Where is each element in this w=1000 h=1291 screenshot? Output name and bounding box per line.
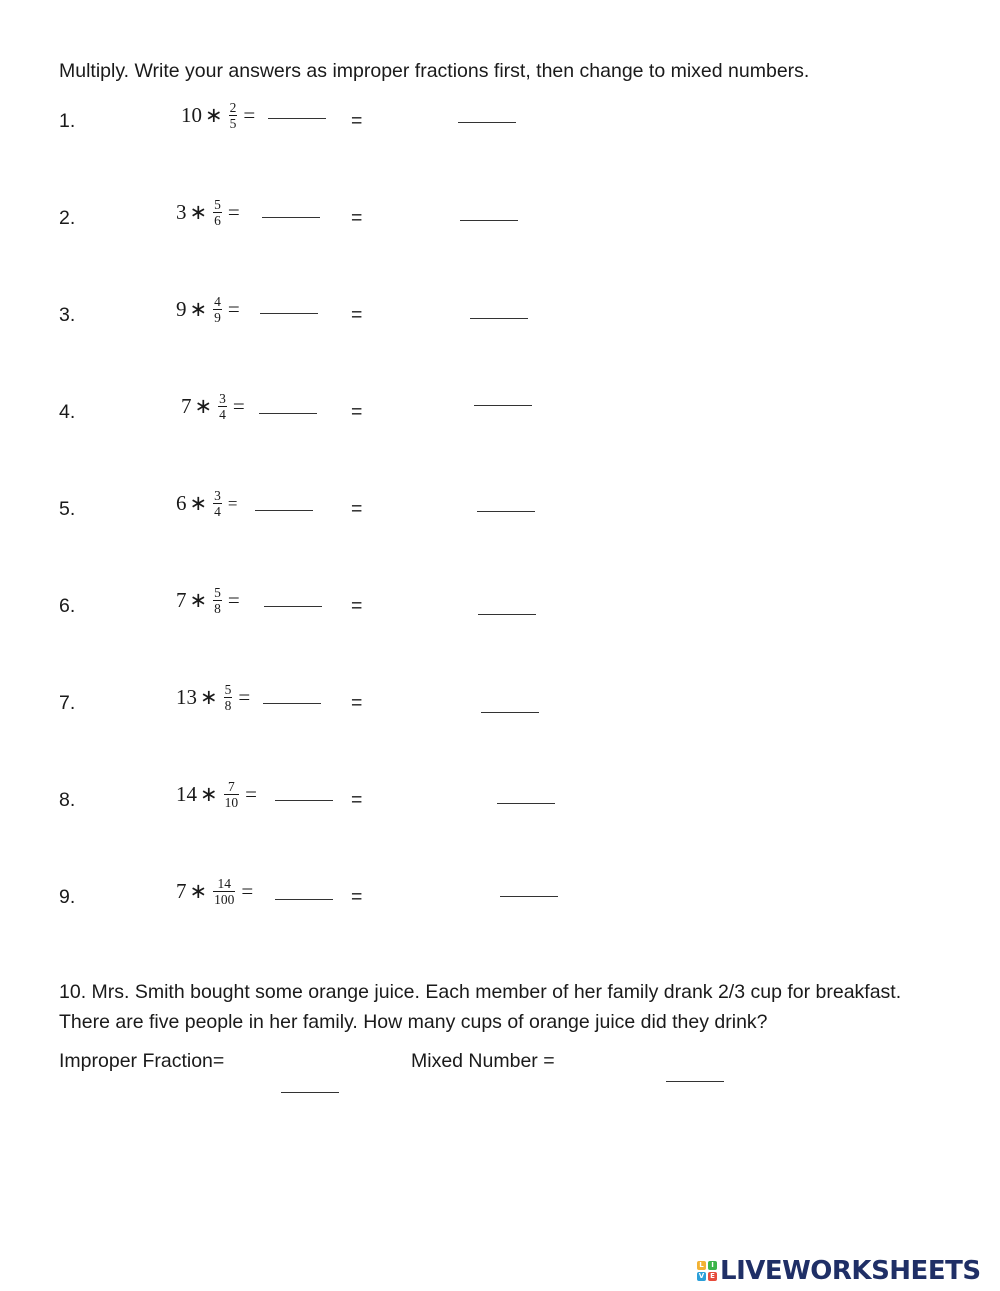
multiply-sign: ∗ [200, 782, 218, 806]
problem-number: 7. [59, 692, 76, 714]
denominator: 4 [219, 407, 226, 422]
equals-sign: = [232, 394, 245, 418]
improper-answer-blank[interactable] [275, 899, 333, 900]
mixed-answer-blank[interactable] [481, 712, 539, 713]
denominator: 10 [224, 795, 239, 810]
improper-answer-blank[interactable] [255, 510, 313, 511]
denominator: 6 [214, 213, 221, 228]
problem-number: 3. [59, 304, 76, 326]
mixed-answer-blank[interactable] [460, 220, 518, 221]
equals-sign: = [351, 207, 363, 229]
numerator: 5 [214, 585, 221, 600]
problem-number: 9. [59, 886, 76, 908]
equals-sign: = [243, 103, 256, 127]
mixed-answer-blank[interactable] [500, 896, 558, 897]
logo-letter: I [708, 1261, 717, 1270]
equals-sign: = [351, 401, 363, 423]
mixed-answer-blank[interactable] [478, 614, 536, 615]
whole-number: 7 [181, 394, 192, 418]
expression [176, 488, 240, 519]
expression [181, 391, 248, 422]
fraction [213, 294, 222, 325]
equals-sign: = [227, 588, 240, 612]
mixed-number-label: Mixed Number = [411, 1050, 555, 1072]
logo-letter: E [708, 1272, 717, 1281]
numerator: 7 [227, 779, 235, 794]
mixed-answer-blank[interactable] [458, 122, 516, 123]
equals-sign: = [351, 789, 363, 811]
denominator: 8 [224, 698, 232, 713]
multiply-sign: ∗ [189, 297, 208, 321]
multiply-sign: ∗ [194, 394, 213, 418]
denominator: 5 [229, 116, 237, 131]
numerator: 14 [217, 876, 231, 891]
multiply-sign: ∗ [189, 200, 208, 224]
mixed-answer-blank[interactable] [497, 803, 555, 804]
whole-number: 3 [176, 200, 187, 224]
equals-sign: = [351, 498, 363, 520]
whole-number: 9 [176, 297, 187, 321]
denominator: 4 [214, 504, 221, 519]
problem-number: 6. [59, 595, 76, 617]
denominator: 9 [214, 310, 221, 325]
denominator: 8 [214, 601, 221, 616]
problem-number: 8. [59, 789, 76, 811]
fraction [213, 876, 235, 907]
whole-number: 13 [176, 685, 197, 709]
multiply-sign: ∗ [200, 685, 218, 709]
expression [176, 585, 243, 616]
numerator: 4 [214, 294, 221, 309]
whole-number: 7 [176, 588, 187, 612]
fraction [224, 682, 233, 713]
liveworksheets-logo [697, 1256, 981, 1286]
whole-number: 14 [176, 782, 197, 806]
logo-icon [697, 1261, 717, 1281]
word-problem: 10. Mrs. Smith bought some orange juice. Each member of her family drank 2/3 cup for breakfast. There are five people in her family. How many cups of orange juice did they drink? [59, 981, 902, 1033]
numerator: 3 [214, 488, 221, 503]
expression [176, 682, 253, 713]
numerator: 3 [219, 391, 226, 406]
numerator: 5 [214, 197, 221, 212]
equals-sign: = [227, 493, 238, 513]
problem-number: 4. [59, 401, 76, 423]
equals-sign: = [245, 782, 257, 806]
fraction [213, 585, 222, 616]
logo-letter: L [697, 1261, 706, 1270]
numerator: 5 [224, 682, 232, 697]
problem-number: 1. [59, 110, 76, 132]
mixed-answer-blank[interactable] [474, 405, 532, 406]
problem-number: 2. [59, 207, 76, 229]
equals-sign: = [241, 879, 254, 903]
equals-sign: = [238, 685, 251, 709]
whole-number: 6 [176, 491, 187, 515]
improper-answer-blank[interactable] [262, 217, 320, 218]
multiply-sign: ∗ [205, 103, 223, 127]
equals-sign: = [351, 595, 363, 617]
fraction [224, 779, 240, 810]
improper-answer-blank[interactable] [275, 800, 333, 801]
numerator: 2 [229, 100, 237, 115]
mixed-answer-blank[interactable] [470, 318, 528, 319]
expression [176, 779, 260, 810]
logo-text: LIVEWORKSHEETS [720, 1256, 981, 1286]
problem-number: 5. [59, 498, 76, 520]
improper-fraction-label: Improper Fraction= [59, 1050, 225, 1072]
equals-sign: = [227, 200, 240, 224]
multiply-sign: ∗ [189, 588, 208, 612]
whole-number: 10 [181, 103, 202, 127]
denominator: 100 [214, 892, 235, 907]
improper-answer-blank[interactable] [263, 703, 321, 704]
logo-letter: V [698, 1272, 705, 1280]
expression [181, 100, 258, 131]
fraction [213, 197, 222, 228]
equals-sign: = [351, 692, 363, 714]
equals-sign: = [351, 304, 363, 326]
mixed-answer-blank[interactable] [666, 1081, 724, 1082]
fraction [229, 100, 238, 131]
improper-answer-blank[interactable] [260, 313, 318, 314]
multiply-sign: ∗ [189, 879, 208, 903]
multiply-sign: ∗ [189, 491, 208, 515]
equals-sign: = [351, 886, 363, 908]
improper-answer-blank[interactable] [264, 606, 322, 607]
expression [176, 197, 243, 228]
equals-sign: = [351, 110, 363, 132]
expression [176, 876, 256, 907]
instructions: Multiply. Write your answers as improper fractions first, then change to mixed numbers. [59, 60, 810, 82]
equals-sign: = [227, 297, 240, 321]
improper-answer-blank[interactable] [259, 413, 317, 414]
improper-answer-blank[interactable] [268, 118, 326, 119]
fraction [213, 488, 222, 519]
improper-answer-blank[interactable] [281, 1092, 339, 1093]
mixed-answer-blank[interactable] [477, 511, 535, 512]
whole-number: 7 [176, 879, 187, 903]
fraction [218, 391, 227, 422]
expression [176, 294, 243, 325]
